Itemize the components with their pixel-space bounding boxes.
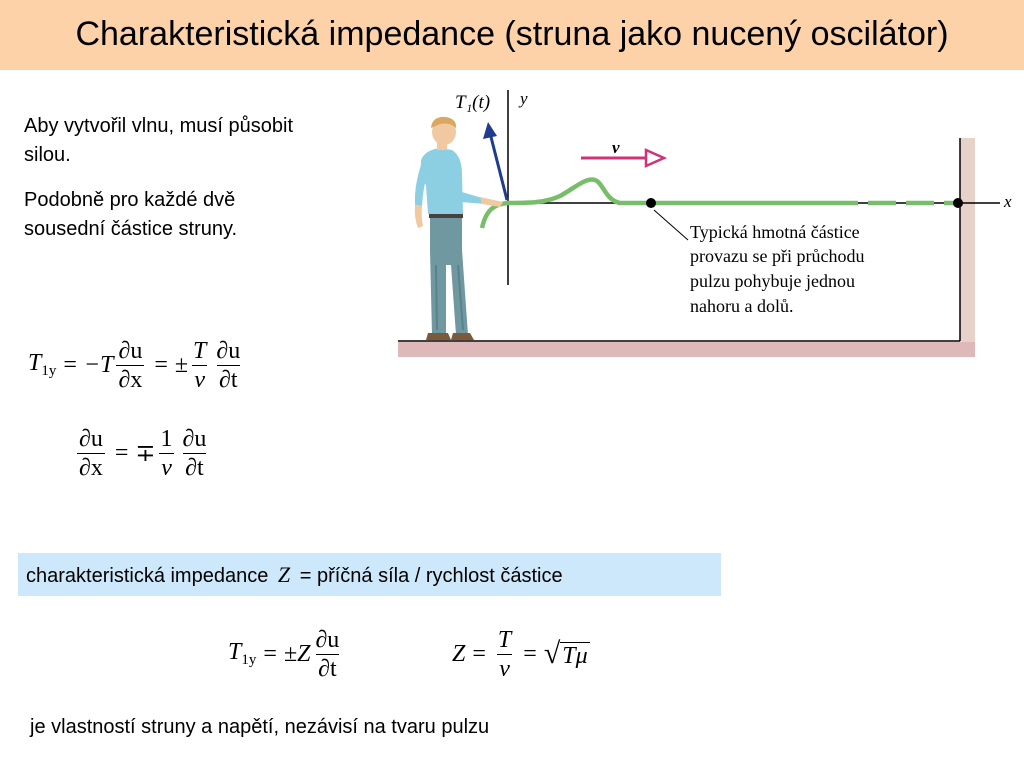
wall bbox=[960, 138, 975, 342]
caption-line-3: pulzu pohybuje jednou bbox=[690, 271, 855, 291]
string-curve bbox=[482, 179, 830, 228]
y-axis-label: y bbox=[520, 89, 528, 108]
person-illustration bbox=[415, 117, 503, 340]
equation-wave-relation: $\frac{\partial u}{\partial x}$ = ∓ $\frac{1}{v}$ $\frac{\partial u}{\partial t}$ bbox=[79, 425, 207, 481]
slide-title: Charakteristická impedance (struna jako nucený oscilátor) bbox=[75, 15, 949, 53]
ground bbox=[398, 342, 975, 357]
velocity-label: v bbox=[612, 138, 620, 157]
bottom-note: je vlastností struny a napětí, nezávisí na tvaru pulzu bbox=[30, 716, 490, 738]
impedance-definition-text: charakteristická impedance Z = příčná síla / rychlost částice bbox=[26, 562, 563, 587]
caption-line-1: Typická hmotná částice bbox=[690, 222, 860, 242]
caption-pointer bbox=[654, 210, 688, 240]
caption-line-4: nahoru a dolů. bbox=[690, 296, 794, 316]
x-axis-label: x bbox=[1004, 192, 1012, 211]
impedance-definition-box bbox=[18, 553, 721, 596]
caption-line-2: provazu se při průchodu bbox=[690, 246, 865, 266]
force-label: T₁(t) bbox=[455, 92, 491, 113]
string-pulse-figure bbox=[395, 82, 1024, 362]
equation-impedance-value: Z = $\frac{T}{v}$ = √ Tμ bbox=[452, 626, 588, 682]
wall-end-dot bbox=[953, 198, 963, 208]
paragraph-neighbors: Podobně pro každé dvě sousední částice struny. bbox=[24, 189, 238, 240]
paragraph-force: Aby vytvořil vlnu, musí působit silou. bbox=[24, 115, 293, 166]
equation-tension-derivative: $T_{1y}$ = −T $\frac{\partial u}{\partial x}$ = ± $\frac{T}{v}$ $\frac{\partial u}{\partial t}$ bbox=[28, 337, 241, 393]
title-bar bbox=[0, 0, 1024, 70]
force-arrow bbox=[491, 137, 507, 200]
equation-force-impedance: $T_{1y}$ = ±Z $\frac{\partial u}{\partial t}$ bbox=[228, 626, 340, 682]
particle-dot bbox=[646, 198, 656, 208]
